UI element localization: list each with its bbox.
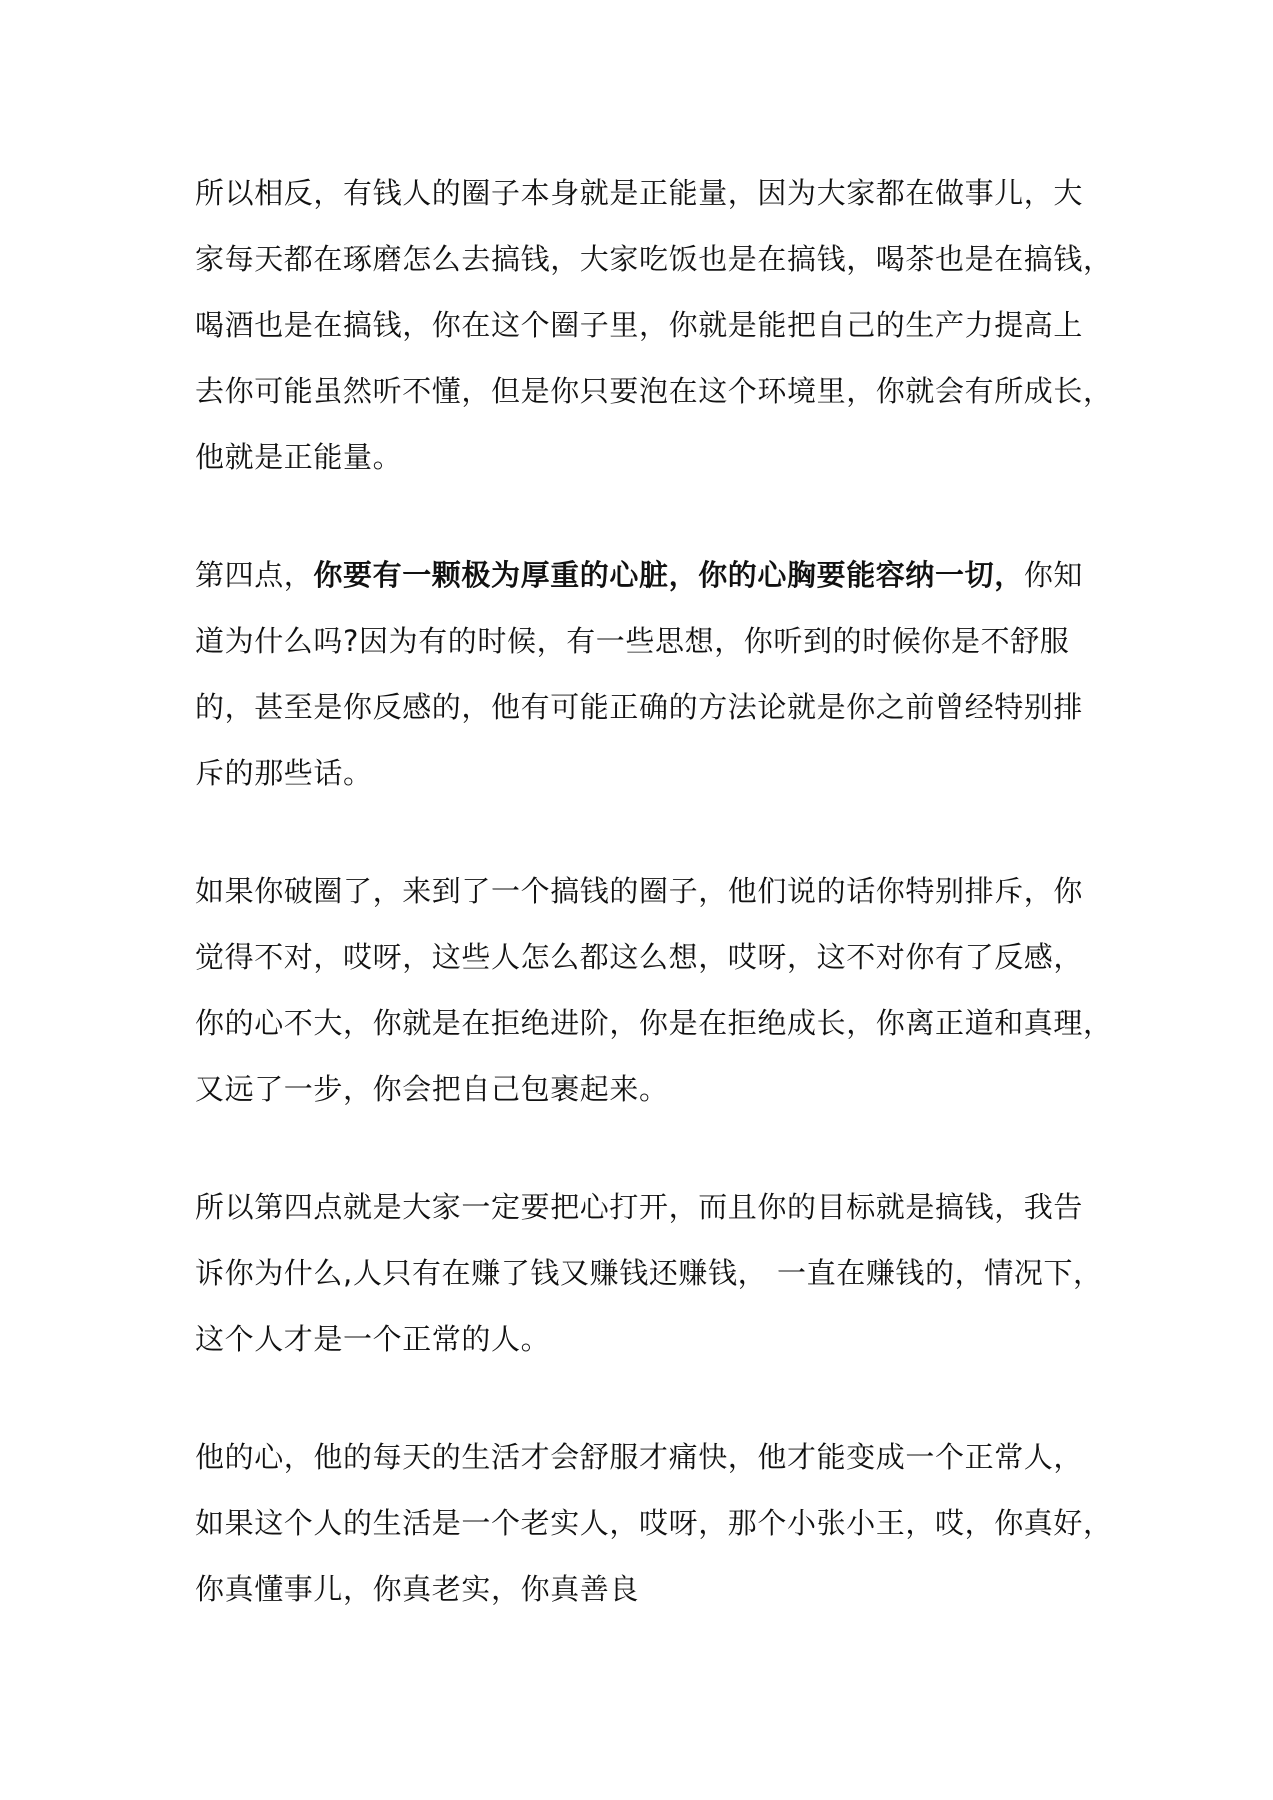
text-line: 的，甚至是你反感的，他有可能正确的方法论就是你之前曾经特别排 [195,690,1084,724]
text-line: 你的心不大，你就是在拒绝进阶，你是在拒绝成长，你离正道和真理， [195,1006,1113,1040]
text-line: 这个人才是一个正常的人。 [195,1322,551,1356]
text-line: 家每天都在琢磨怎么去搞钱，大家吃饭也是在搞钱，喝茶也是在搞钱， [195,242,1113,276]
text-line: 觉得不对，哎呀，这些人怎么都这么想，哎呀，这不对你有了反感， [195,940,1084,974]
text-line: 去你可能虽然听不懂，但是你只要泡在这个环境里，你就会有所成长， [195,374,1113,408]
text-line: 斥的那些话。 [195,756,373,790]
text-line: 他就是正能量。 [195,440,403,474]
text-line: 你真懂事儿，你真老实，你真善良 [195,1572,640,1606]
text-suffix: 你知 [1023,558,1084,592]
text-line: 所以第四点就是大家一定要把心打开，而且你的目标就是搞钱，我告 [195,1190,1084,1224]
text-line: 如果你破圈了，来到了一个搞钱的圈子，他们说的话你特别排斥，你 [195,874,1084,908]
paragraph-3 [195,858,1113,1122]
bold-emphasis: 你要有一颗极为厚重的心脏，你的心胸要能容纳一切， [313,558,1024,592]
paragraph-1 [195,160,1113,490]
text-prefix: 第四点， [195,558,314,592]
text-line: 喝酒也是在搞钱，你在这个圈子里，你就是能把自己的生产力提高上 [195,308,1084,342]
text-line [195,542,1095,608]
text-line: 道为什么吗?因为有的时候，有一些思想，你听到的时候你是不舒服 [195,624,1070,658]
text-line: 如果这个人的生活是一个老实人，哎呀，那个小张小王，哎，你真好， [195,1506,1113,1540]
paragraph-2 [195,542,1095,806]
text-line: 他的心，他的每天的生活才会舒服才痛快，他才能变成一个正常人， [195,1440,1084,1474]
document-body [195,160,1113,1674]
paragraph-5 [195,1424,1113,1622]
paragraph-4 [195,1174,1103,1372]
text-line: 诉你为什么,人只有在赚了钱又赚钱还赚钱， 一直在赚钱的，情况下， [195,1256,1103,1290]
text-line: 又远了一步，你会把自己包裹起来。 [195,1072,669,1106]
text-line: 所以相反，有钱人的圈子本身就是正能量，因为大家都在做事儿，大 [195,176,1084,210]
